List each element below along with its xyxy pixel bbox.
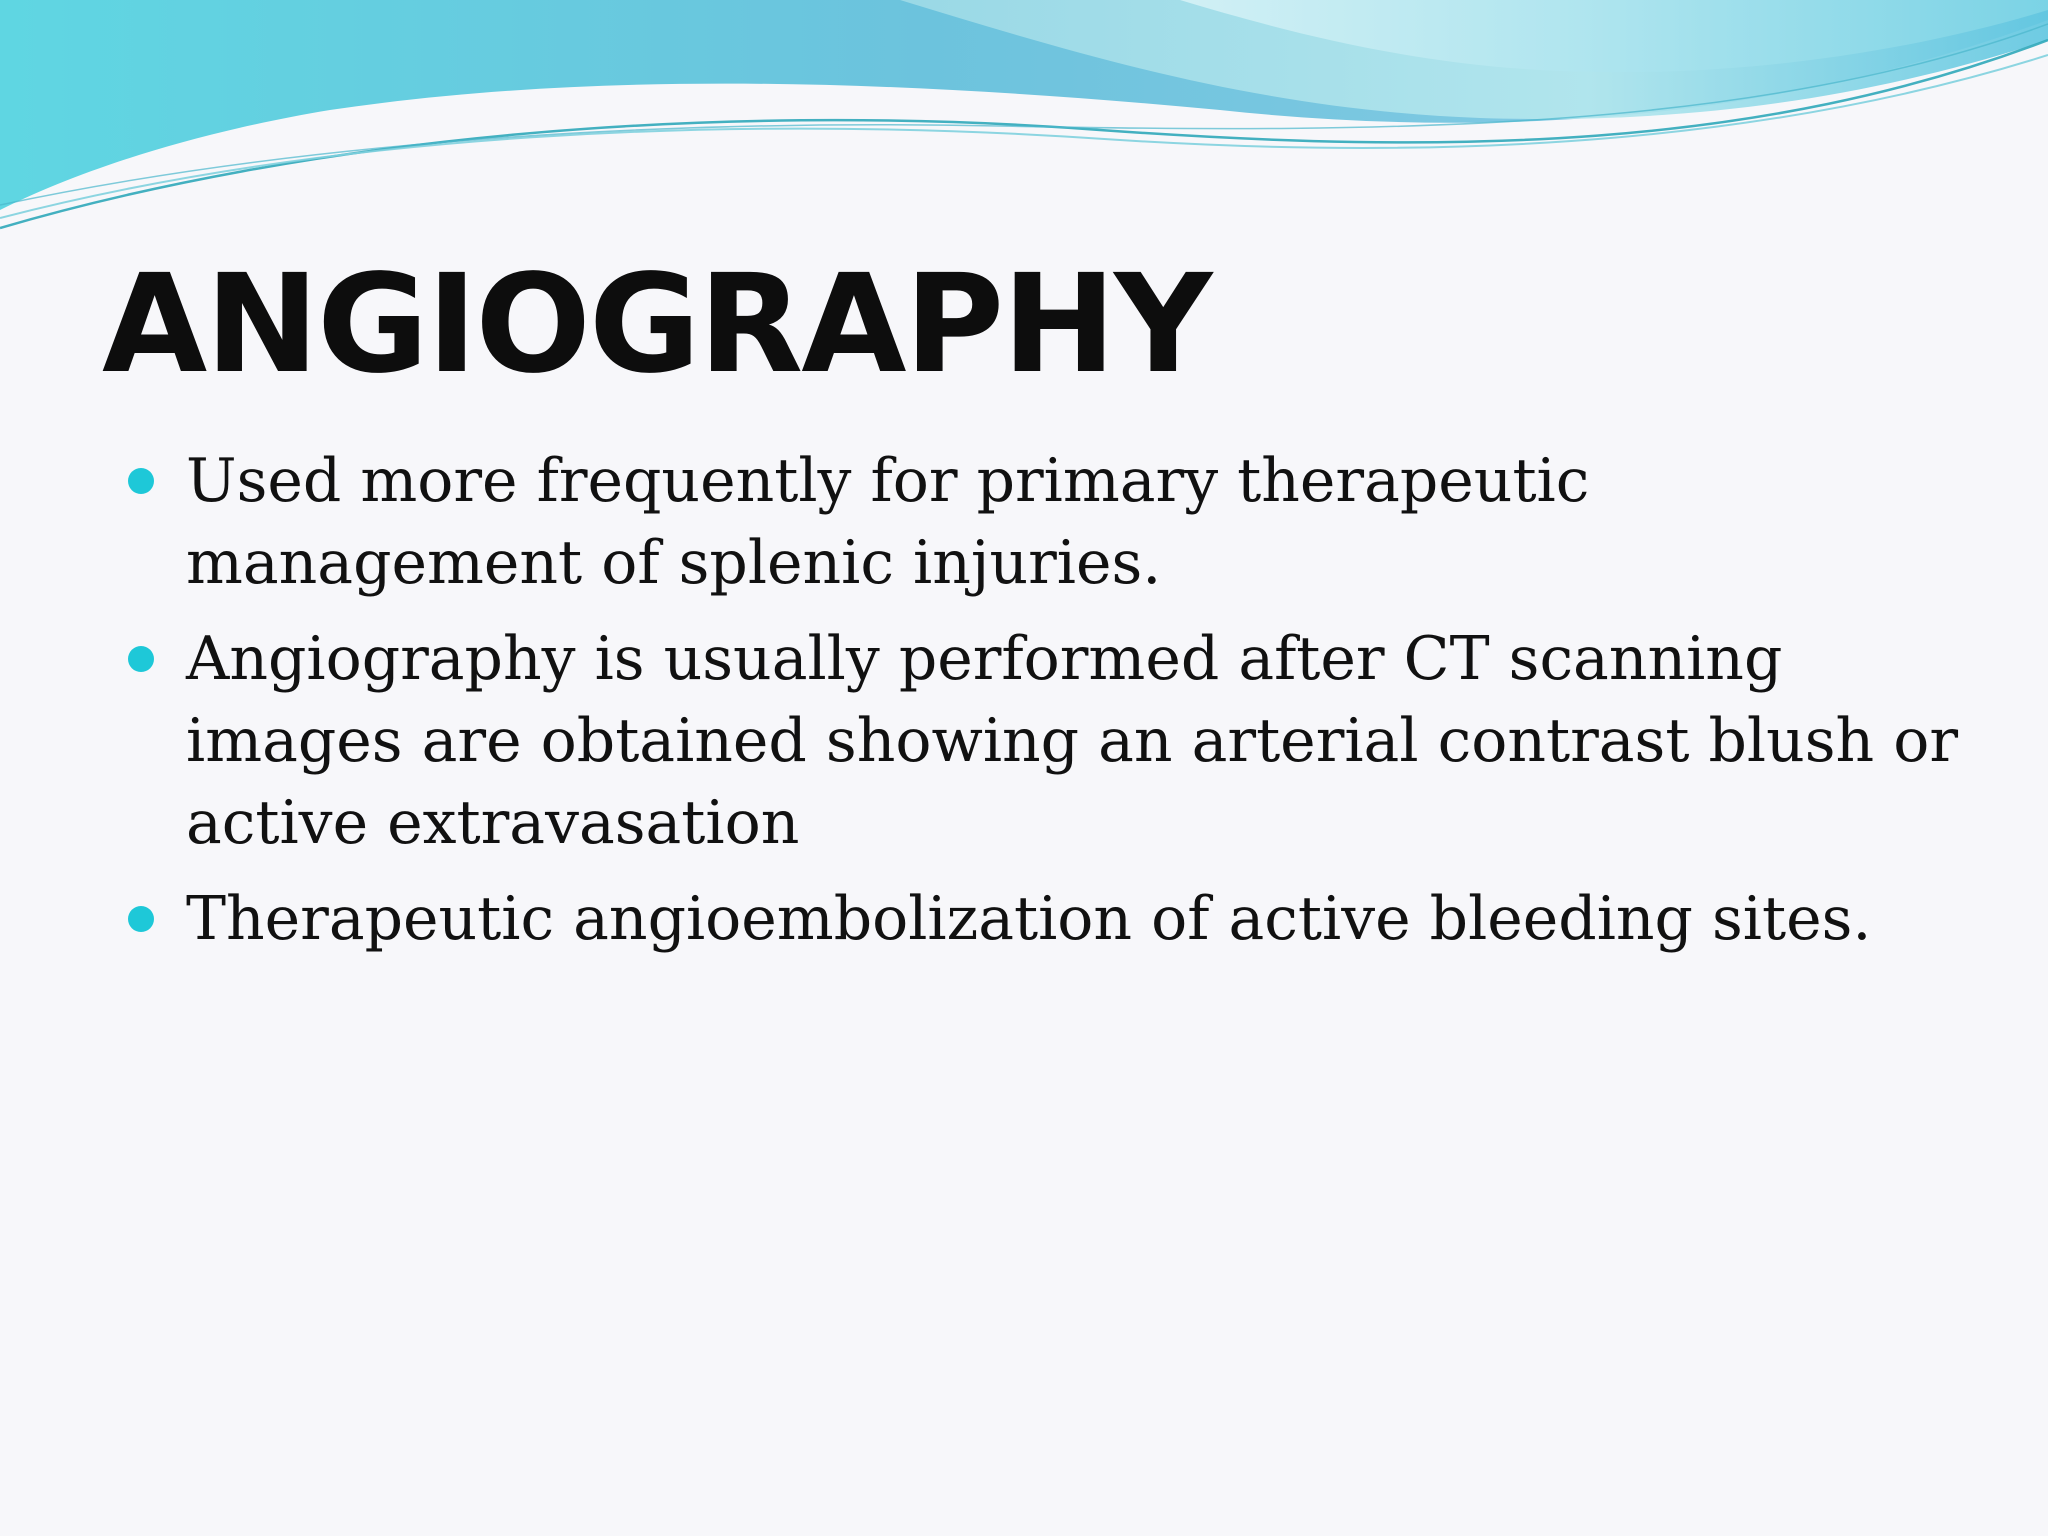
bullet-item [128, 440, 1988, 604]
bullet-text: Angiography is usually performed after CT scanning images are obtained showing an arterial contrast blush or active extravasation [186, 624, 1959, 858]
bullet-text: Therapeutic angioembolization of active bleeding sites. [186, 884, 1872, 954]
bullet-text: Used more frequently for primary therapeutic management of splenic injuries. [186, 446, 1590, 598]
bullet-dot-icon [128, 468, 154, 494]
bullet-item [128, 618, 1988, 864]
wave-header-decoration [0, 0, 2048, 240]
slide-title: ANGIOGRAPHY [102, 246, 1211, 404]
bullet-item [128, 878, 1988, 960]
bullet-dot-icon [128, 906, 154, 932]
bullet-dot-icon [128, 646, 154, 672]
bullet-list [128, 440, 1988, 974]
